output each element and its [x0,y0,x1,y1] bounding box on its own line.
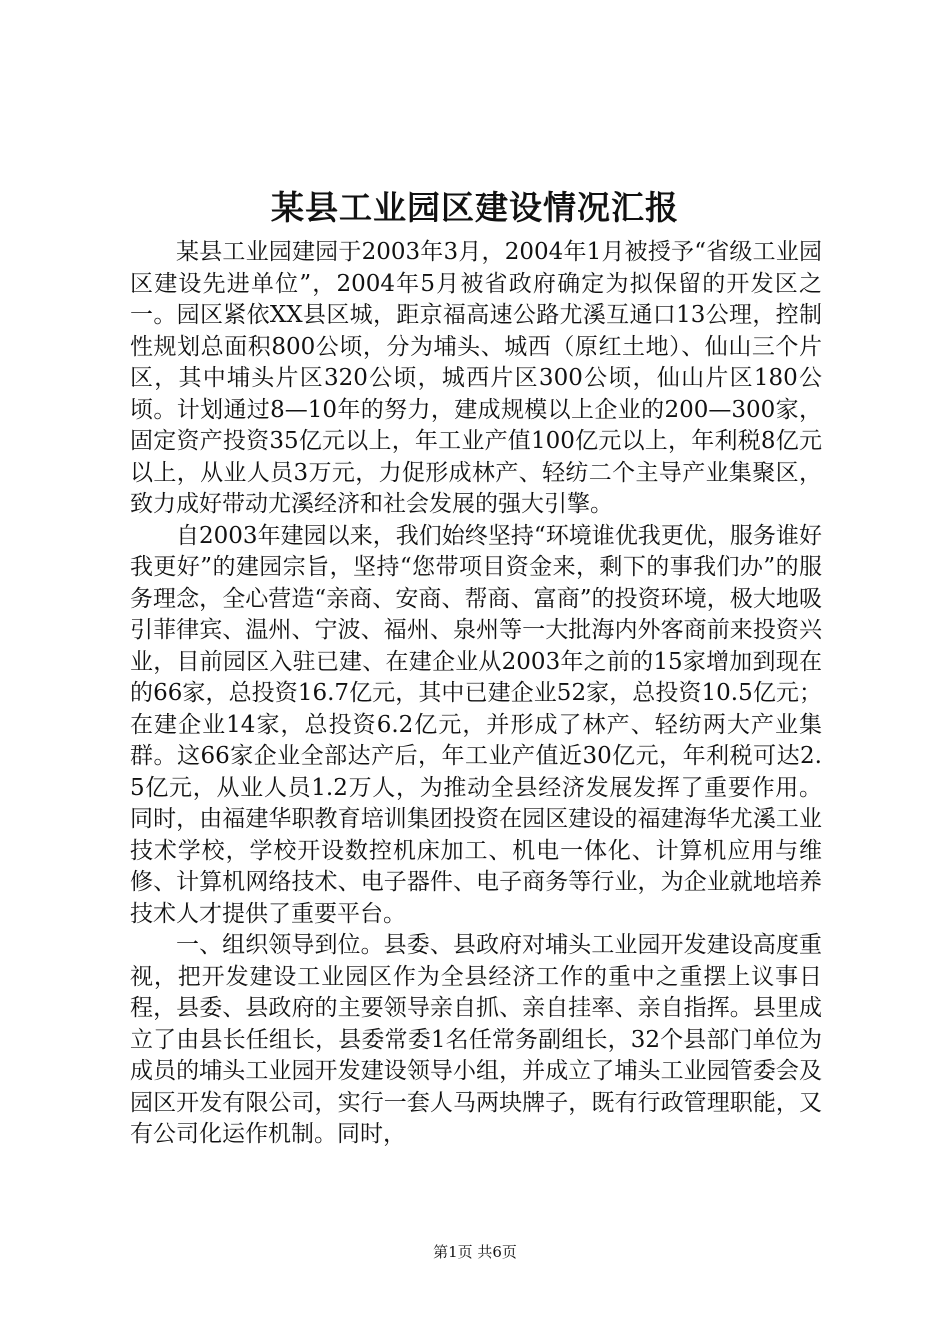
paragraph-history: 自2003年建园以来，我们始终坚持“环境谁优我更优，服务谁好我更好”的建园宗旨，坚持“您带项目资金来，剩下的事我们办”的服务理念，全心营造“亲商、安商、帮商、富商”的投资环境，极大地吸引菲律宾、温州、宁波、福州、泉州等一大批海内外客商前来投资兴业，目前园区入驻已建、在建企业从2003年之前的15家增加到现在的66家，总投资16.7亿元，其中已建企业52家，总投资10.5亿元；在建企业14家，总投资6.2亿元，并形成了林产、轻纺两大产业集群。这66家企业全部达产后，年工业产值近30亿元，年利税可达2.5亿元，从业人员1.2万人，为推动全县经济发展发挥了重要作用。同时，由福建华职教育培训集团投资在园区建设的福建海华尤溪工业技术学校，学校开设数控机床加工、机电一体化、计算机应用与维修、计算机网络技术、电子器件、电子商务等行业，为企业就地培养技术人才提供了重要平台。 [130,522,822,927]
document-title: 某县工业园区建设情况汇报 [271,188,679,227]
page-number-footer: 第1页 共6页 [433,1243,517,1261]
paragraph-intro: 某县工业园建园于2003年3月，2004年1月被授予“省级工业园区建设先进单位”，2004年5月被省政府确定为拟保留的开发区之一。园区紧依XX县区城，距京福高速公路尤溪互通口13公理，控制性规划总面积800公顷，分为埔头、城西（原红土地）、仙山三个片区，其中埔头片区320公顷，城西片区300公顷，仙山片区180公顷。计划通过8—10年的努力，建成规模以上企业的200—300家，固定资产投资35亿元以上，年工业产值100亿元以上，年利税8亿元以上，从业人员3万元，力促形成林产、轻纺二个主导产业集聚区，致力成好带动尤溪经济和社会发展的强大引擎。 [130,239,822,517]
paragraph-organization: 一、组织领导到位。县委、县政府对埔头工业园开发建设高度重视，把开发建设工业园区作为全县经济工作的重中之重摆上议事日程，县委、县政府的主要领导亲自抓、亲自挂率、亲自指挥。县里成立了由县长任组长，县委常委1名任常务副组长，32个县部门单位为成员的埔头工业园开发建设领导小组，并成立了埔头工业园管委会及园区开发有限公司，实行一套人马两块牌子，既有行政管理职能，又有公司化运作机制。同时， [130,932,822,1147]
document-body [130,237,822,1151]
